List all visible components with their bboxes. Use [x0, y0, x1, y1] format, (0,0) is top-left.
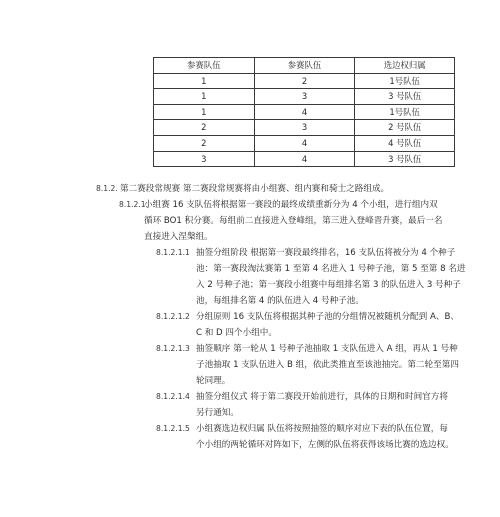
clause-number: 8.1.2.1.3	[156, 344, 190, 353]
table-row	[154, 89, 455, 105]
table-cell: 3	[254, 120, 355, 136]
side-selection-table	[153, 57, 455, 167]
paragraph-line: 分组原则 16 支队伍将根据其种子池的分组情况被随机分配到 A、B、	[196, 312, 459, 322]
paragraph-line: 抽签分组仪式 将于第二赛段开始前进行，具体的日期和时间官方将	[196, 392, 448, 402]
table-cell: 4	[254, 135, 355, 151]
paragraph-line: 小组赛 16 支队伍将根据第一赛段的最终成绩重新分为 4 个小组，进行组内双	[144, 200, 438, 210]
paragraph-line: 个小组的两轮循环对阵如下，左侧的队伍将获得该场比赛的选边权。	[196, 440, 454, 450]
table-row	[154, 104, 455, 120]
paragraph-line: 循环 BO1 积分赛。每组前二直接进入登峰组，第三进入登峰晋升赛，最后一名	[144, 216, 443, 226]
paragraph-line: 另行通知。	[196, 408, 239, 418]
header-side-choice: 选边权归属	[355, 58, 455, 74]
paragraph-line: 直接进入涅槃组。	[144, 232, 213, 242]
table-row	[154, 73, 455, 89]
clause-number: 8.1.2.1.4	[156, 392, 190, 401]
paragraph-line: C 和 D 四个小组中。	[196, 328, 277, 338]
table-cell: 4 号队伍	[355, 135, 455, 151]
clause-number: 8.1.2.1.1	[156, 248, 190, 257]
table-cell: 4	[254, 151, 355, 167]
clause-number: 8.1.2.1.5	[156, 424, 190, 433]
paragraph-line: 池：第一赛段淘汰赛第 1 至第 4 名进入 1 号种子池，第 5 至第 8 名进	[196, 264, 466, 274]
paragraph-line: 轮同理。	[196, 376, 231, 386]
paragraph-line: 抽签分组阶段 根据第一赛段最终排名，16 支队伍将被分为 4 个种子	[196, 248, 456, 258]
paragraph-line: 子池抽取 1 支队伍进入 B 组，依此类推直至该池抽完。第二轮至第四	[196, 360, 459, 370]
paragraph-line: 池，每组排名第 4 的队伍进入 4 号种子池。	[196, 296, 364, 306]
table-header-row	[154, 58, 455, 74]
table-cell: 1号队伍	[355, 73, 455, 89]
table-cell: 4	[254, 104, 355, 120]
table-cell: 1	[154, 73, 255, 89]
table-cell: 1号队伍	[355, 104, 455, 120]
table-cell: 1	[154, 104, 255, 120]
table-cell: 3 号队伍	[355, 151, 455, 167]
table-cell: 3	[254, 89, 355, 105]
table-row	[154, 135, 455, 151]
header-team-b: 参赛队伍	[254, 58, 355, 74]
subsection-number: 8.1.2.1.	[119, 200, 148, 209]
table-row	[154, 120, 455, 136]
clause-number: 8.1.2.1.2	[156, 312, 190, 321]
section-heading: 第二赛段常规赛 第二赛段常规赛将由小组赛、组内赛和骑士之路组成。	[120, 184, 390, 194]
paragraph-line: 抽签顺序 第一轮从 1 号种子池抽取 1 支队伍进入 A 组，再从 1 号种	[196, 344, 458, 354]
table-cell: 3 号队伍	[355, 89, 455, 105]
paragraph-line: 入 2 号种子池；第一赛段小组赛中每组排名第 3 的队伍进入 3 号种子	[196, 280, 461, 290]
table-cell: 2	[254, 73, 355, 89]
table-cell: 2	[154, 135, 255, 151]
table-cell: 2 号队伍	[355, 120, 455, 136]
table-cell: 3	[154, 151, 255, 167]
paragraph-line: 小组赛选边权归属 队伍将按照抽签的顺序对应下表的队伍位置，每	[196, 424, 448, 434]
section-number: 8.1.2.	[96, 184, 118, 193]
table-row	[154, 151, 455, 167]
table-cell: 2	[154, 120, 255, 136]
header-team-a: 参赛队伍	[154, 58, 255, 74]
table-cell: 1	[154, 89, 255, 105]
